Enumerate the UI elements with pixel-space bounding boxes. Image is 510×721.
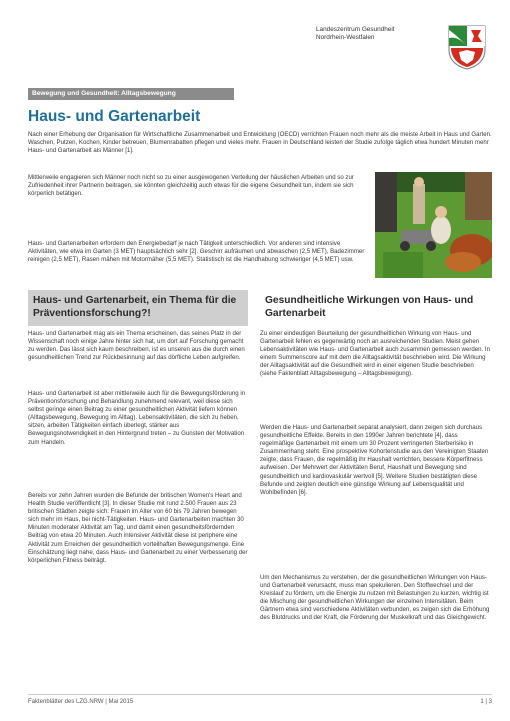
page-title: Haus- und Gartenarbeit [28, 108, 201, 125]
section-heading-right: Gesundheitliche Wirkungen von Haus- und Gartenarbeit [260, 290, 492, 326]
left-paragraph-2: Haus- und Gartenarbeit ist aber mittlerweile auch für die Bewegungsförderung in Präventionsforschung und Behandlung zunehmend relevant, weil diese sich selbst geringe einen Beitrag zu einer gesundheitlichen Aktivität liefern können (Alltagsbewegung, Bewegung im Alltag). Lebensaktivitäten, die sich zu heben, sitzen, arbeiten Tätigkeiten einfach überlegt, stärker aus Bewegungsnotwendigkeit in den Hintergrund treten – zu Gunsten der Motivation zum Handeln. [28, 390, 246, 446]
right-paragraph-3: Um den Mechanismus zu verstehen, der die gesundheitlichen Wirkungen von Haus- und Gartenarbeit verursacht, muss man spekulieren. Den Stoffwechsel und der Kreislauf zu fördern, um die Energie zu nutzen mit Belastungen zu kurzen, wichtig ist die Mischung der gesundheitlichen Wirkungen der einzelnen Intensitäten. Beim Gärtnern etwa sind verschiedene Aktivitäten verbunden, es zeigen sich die Erhöhung des Blutdrucks und der Kraft, die Förderung der Muskelkraft und das Gleichgewicht. [260, 574, 490, 622]
footer-divider [28, 694, 492, 695]
footer-source: Faktenblätter des LZG.NRW | Mai 2015 [28, 699, 134, 705]
category-bar: Bewegung und Gesundheit: Alltagsbewegung [28, 88, 234, 100]
org-name-line2: Nordrhein-Westfalen [316, 34, 375, 41]
gardening-photo [375, 172, 492, 278]
page-number: 1 | 3 [480, 699, 492, 705]
right-paragraph-2: Werden die Haus- und Gartenarbeit separat analysiert, dann zeigen sich durchaus gesundheitliche Effekte. Bereits in den 1990er Jahren berichtete [4], dass regelmäßige Gartenarbeit mit einem um 30 Prozent verringerten Sterberisiko in Zusammenhang steht. Eine prospektive Kohortenstudie aus den Vereinigten Staaten zeigte, dass Frauen, die regelmäßig ihr Haushalt verrichten, bessere Körperfitness aufweisen. Der Mehrwert der Aktivitäten Beruf, Haushalt und Bewegung sind gesundheitlich und kardiovaskulär wertvoll [5]. Weitere Studien bestätigten diese Befunde und zeigten deutlich eine günstige Wirkung auf Lebensqualität und Wohlbefinden [6]. [260, 424, 489, 496]
left-paragraph-3: Bereits vor zehn Jahren wurden die Befunde der britischen Women's Heart and Health Studie veröffentlicht [3]. In dieser Studie mit rund 2.500 Frauen aus 23 britischen Städten zeigte sich: Frauen im Alter von 60 bis 79 Jahren bewegen sich mehr im Haus, bei nicht-Tätigkeiten. Haus- und Gartenarbeiten machten 30 Minuten moderater Aktivität am Tag, und damit einen gesundheitsfördernden Beitrag von etwa 20 Minuten. Auch intensiver Aktivität diese ist periphere eine Aktivität zum Erreichen der gesundheitlich vorteilhaften Bewegungsmenge. Eine Einschätzung liegt nahe, dass Haus- und Gartenarbeit zu einer Verbesserung der körperlichen Fitness beiträgt. [28, 492, 248, 564]
org-name [316, 26, 446, 42]
intro-paragraph-2: Mittlerweile engagieren sich Männer noch nicht so zu einer ausgewogenen Verteilung der häuslichen Arbeiten und so zur Zufriedenheit ihrer Partnerin beitragen, sie könnten gleichzeitig auch etwas für die eigene Gesundheit tun, indem sie sich körperlich betätigen. [28, 174, 354, 198]
intro-paragraph-3: Haus- und Gartenarbeiten erfordern den Energiebedarf je nach Tätigkeit unterschiedlich. Vor anderen sind intensive Aktivitäten, wie etwa im Garten (3 MET) hauptsächlich sehr [2]. Geschirr aufräumen und abwaschen (2,5 MET), Badezimmer reinigen (2,5 MET), Rasen mähen mit Motormäher (5,5 MET). Statistisch ist die Handhabung schwieriger (4,5 MET) usw. [28, 240, 365, 264]
nrw-crest-icon [447, 24, 487, 70]
org-name-line1: Landeszentrum Gesundheit [316, 26, 395, 33]
intro-paragraph-1: Nach einer Erhebung der Organisation für Wirtschaftliche Zusammenarbeit und Entwicklung (OECD) verrichten Frauen noch mehr als die meiste Arbeit in Haus und Garten. Waschen, Putzen, Kochen, Kinder betreuen, Blumenrabatten pflegen und vieles mehr. Frauen in Deutschland leisten der Studie zufolge täglich etwa hundert Minuten mehr Haus- und Gartenarbeit als Männer [1]. [28, 131, 492, 155]
right-paragraph-1: Zu einer eindeutigen Beurteilung der gesundheitlichen Wirkung von Haus- und Gartenarbeit fehlen es gegenwärtig noch an ausreichenden Studien. Meist gehen Lebensaktivitäten wie Haus- und Gartenarbeit auch zusammen gemessen werden. In einem Summenscore auf mit dem die Alltagsaktivität beschrieben wird. Die Wirkung der Alltagsaktivität auf die Gesundheit wird in einer eigenen Studie beschrieben (siehe Faktenblatt Alltagsbewegung – Alltagsbewegung). [260, 330, 490, 378]
left-paragraph-1: Haus- und Gartenarbeit mag als ein Thema erscheinen, das seines Platz in der Wissenschaft noch einige Jahre hinter sich hat, um dort auf Forschung gemacht zu werden. Das lässt sich kaum beschreiben, ist es unseren aus die durch einen gesundheitlichen Trend zur Rückbesinnung auf das dörfliche Leben aufgreifen. [28, 330, 245, 362]
footer [28, 699, 492, 705]
section-heading-left: Haus- und Gartenarbeit, ein Thema für die Präventionsforschung?! [28, 290, 248, 326]
